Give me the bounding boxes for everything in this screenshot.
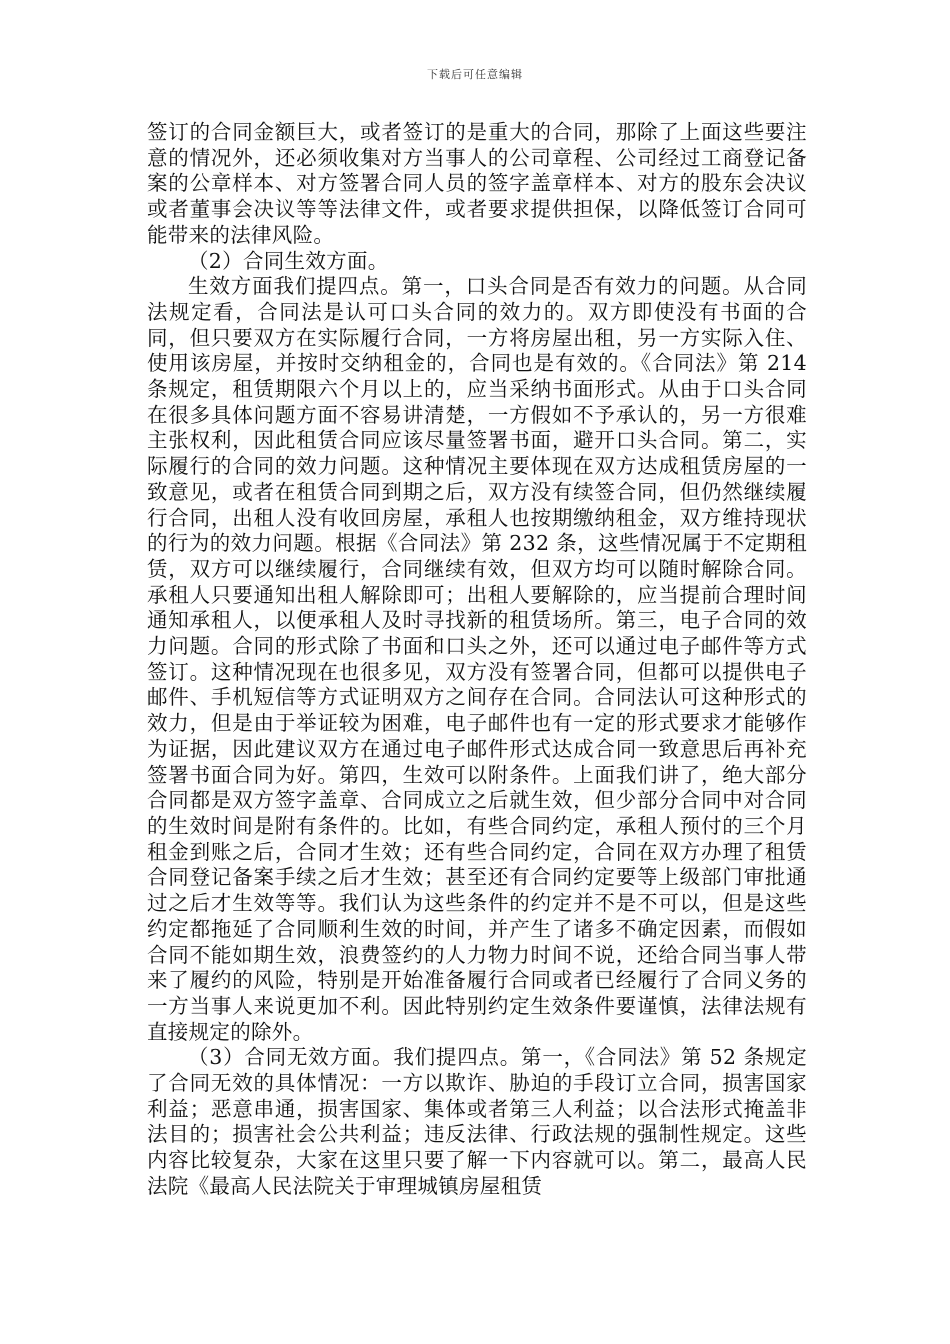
paragraph-invalidity: （3）合同无效方面。我们提四点。第一，《合同法》第 52 条规定了合同无效的具体情况：一方以欺诈、胁迫的手段订立合同，损害国家利益；恶意串通，损害国家、集体或者第三人利益；以合法形式掩盖非法目的；损害社会公共利益；违反法律、行政法规的强制性规定。这些内容比较复杂，大家在这里只要了解一下内容就可以。第二，最高人民法院《最高人民法院关于审理城镇房屋租赁 (147, 1045, 807, 1198)
paragraph-contract-signing: 签订的合同金额巨大，或者签订的是重大的合同，那除了上面这些要注意的情况外，还必须收集对方当事人的公司章程、公司经过工商登记备案的公章样本、对方签署合同人员的签字盖章样本、对方的股东会决议或者董事会决议等等法律文件，或者要求提供担保，以降低签订合同可能带来的法律风险。 (147, 120, 807, 247)
document-body (147, 120, 807, 1200)
page-header: 下载后可任意编辑 (427, 68, 523, 81)
paragraph-effectiveness: 生效方面我们提四点。第一，口头合同是否有效力的问题。从合同法规定看，合同法是认可口头合同的效力的。双方即使没有书面的合同，但只要双方在实际履行合同，一方将房屋出租，另一方实际入住、使用该房屋，并按时交纳租金的，合同也是有效的。《合同法》第 214 条规定，租赁期限六个月以上的，应当采纳书面形式。从由于口头合同在很多具体问题方面不容易讲清楚，一方假如不予承认的，另一方很难主张权利，因此租赁合同应该尽量签署书面，避开口头合同。第二，实际履行的合同的效力问题。这种情况主要体现在双方达成租赁房屋的一致意见，或者在租赁合同到期之后，双方没有续签合同，但仍然继续履行合同，出租人没有收回房屋，承租人也按期缴纳租金，双方维持现状的行为的效力问题。根据《合同法》第 232 条，这些情况属于不定期租赁，双方可以继续履行，合同继续有效，但双方均可以随时解除合同。承租人只要通知出租人解除即可；出租人要解除的，应当提前合理时间通知承租人，以便承租人及时寻找新的租赁场所。第三，电子合同的效力问题。合同的形式除了书面和口头之外，还可以通过电子邮件等方式签订。这种情况现在也很多见，双方没有签署合同，但都可以提供电子邮件、手机短信等方式证明双方之间存在合同。合同法认可这种形式的效力，但是由于举证较为困难，电子邮件也有一定的形式要求才能够作为证据，因此建议双方在通过电子邮件形式达成合同一致意思后再补充签署书面合同为好。第四，生效可以附条件。上面我们讲了，绝大部分合同都是双方签字盖章、合同成立之后就生效，但少部分合同中对合同的生效时间是附有条件的。比如，有些合同约定，承租人预付的三个月租金到账之后，合同才生效；还有些合同约定，合同在双方办理了租赁合同登记备案手续之后才生效；甚至还有合同约定要等上级部门审批通过之后才生效等等。我们认为这些条件的约定并不是不可以，但是这些约定都拖延了合同顺利生效的时间，并产生了诸多不确定因素，而假如合同不能如期生效，浪费签约的人力物力时间不说，还给合同当事人带来了履约的风险，特别是开始准备履行合同或者已经履行了合同义务的一方当事人来说更加不利。因此特别约定生效条件要谨慎，法律法规有直接规定的除外。 (147, 274, 807, 1044)
section-heading-effectiveness: （2）合同生效方面。 (188, 248, 389, 273)
